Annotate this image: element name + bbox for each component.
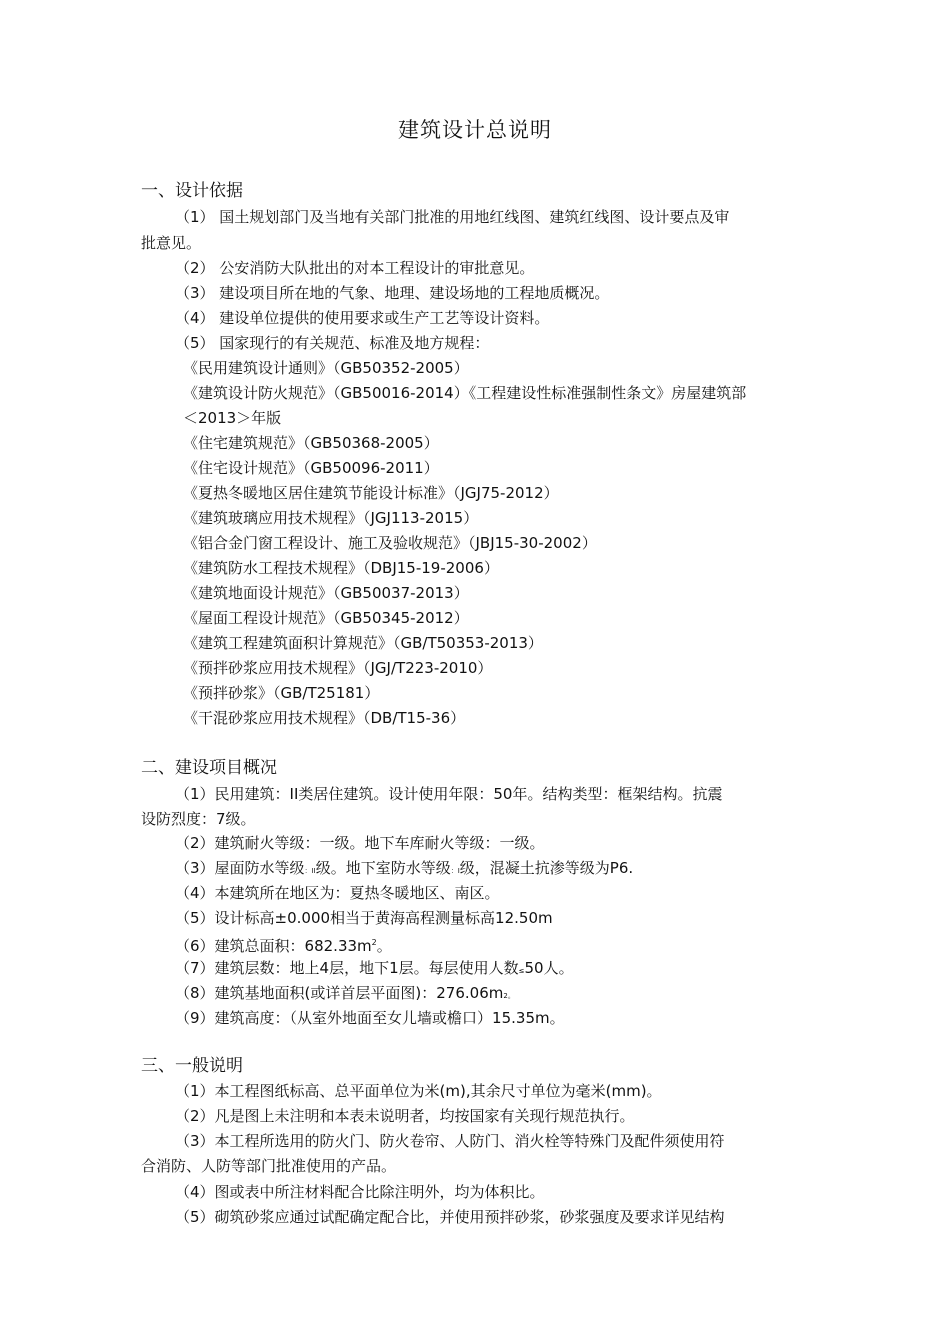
page-title: 建筑设计总说明 [398, 118, 552, 142]
standard-item: 《预拌砂浆》（GB/T25181） [183, 684, 380, 702]
overview-item-6-text: （6）建筑总面积：682.33m [175, 937, 372, 955]
standard-item: 《建筑工程建筑面积计算规范》（GB/T50353-2013） [183, 634, 543, 652]
overview-item-6-superscript: 2 [371, 938, 377, 947]
standard-item: 《建筑地面设计规范》（GB50037-2013） [183, 584, 469, 602]
basis-item-4: （4） 建设单位提供的使用要求或生产工艺等设计资料。 [175, 309, 550, 327]
overview-item-6-end: 。 [376, 937, 392, 955]
overview-item-2: （2）建筑耐火等级：一级。地下车库耐火等级：一级。 [175, 834, 545, 852]
overview-item-8-small: 2。 [503, 992, 515, 1000]
standard-item: 《住宅设计规范》（GB50096-2011） [183, 459, 439, 477]
overview-item-6 [175, 933, 392, 956]
standard-item: 《建筑设计防火规范》（GB50016-2014）《工程建设性标准强制性条文》房屋建筑部 [183, 384, 747, 402]
overview-item-7-end: 50人。 [524, 959, 574, 977]
standard-item: 《住宅建筑规范》（GB50368-2005） [183, 434, 439, 452]
overview-item-7-text: （7）建筑层数：地上4层，地下1层。每层使用人数 [175, 959, 519, 977]
overview-item-3-small-a: ：II [304, 867, 316, 875]
overview-item-7-symbol: ≤ [518, 967, 525, 975]
overview-item-1: （1）民用建筑：II类居住建筑。设计使用年限：50年。结构类型：框架结构。抗震 [175, 785, 723, 803]
standard-item: 《预拌砂浆应用技术规程》（JGJ/T223-2010） [183, 659, 493, 677]
overview-item-3 [175, 858, 633, 881]
standard-item: 《干混砂浆应用技术规程》（DB/T15-36） [183, 709, 466, 727]
note-item-3: （3）本工程所选用的防火门、防火卷帘、人防门、消火栓等特殊门及配件须使用符 [175, 1132, 725, 1150]
section-heading-design-basis: 一、设计依据 [141, 181, 243, 201]
note-item-1: （1）本工程图纸标高、总平面单位为米(m),其余尺寸单位为毫米(mm)。 [175, 1082, 662, 1100]
overview-item-3-small-b: ：I [450, 867, 460, 875]
basis-item-3: （3） 建设项目所在地的气象、地理、建设场地的工程地质概况。 [175, 284, 610, 302]
overview-item-3-text-a: （3）屋面防水等级 [175, 859, 305, 877]
overview-item-8 [175, 983, 515, 1006]
overview-item-5: （5）设计标高±0.000相当于黄海高程测量标高12.50m [175, 909, 553, 927]
overview-item-3-text-c: 级，混凝土抗渗等级为P6. [459, 859, 634, 877]
standard-item: 《建筑玻璃应用技术规程》（JGJ113-2015） [183, 509, 479, 527]
section-heading-project-overview: 二、建设项目概况 [141, 758, 277, 778]
overview-item-4: （4）本建筑所在地区为：夏热冬暖地区、南区。 [175, 884, 500, 902]
standard-item: 《建筑防水工程技术规程》（DBJ15-19-2006） [183, 559, 499, 577]
basis-item-2: （2） 公安消防大队批出的对本工程设计的审批意见。 [175, 259, 535, 277]
standard-item-cont: ＜2013＞年版 [183, 409, 282, 427]
basis-item-1: （1） 国土规划部门及当地有关部门批准的用地红线图、建筑红线图、设计要点及审 [175, 208, 730, 226]
standard-item: 《民用建筑设计通则》（GB50352-2005） [183, 359, 469, 377]
overview-item-9: （9）建筑高度：（从室外地面至女儿墙或檐口）15.35m。 [175, 1009, 565, 1027]
overview-item-7 [175, 958, 574, 981]
standard-item: 《屋面工程设计规范》（GB50345-2012） [183, 609, 469, 627]
standard-item: 《铝合金门窗工程设计、施工及验收规范》（JBJ15-30-2002） [183, 534, 597, 552]
note-item-2: （2）凡是图上未注明和本表未说明者，均按国家有关现行规范执行。 [175, 1107, 635, 1125]
overview-item-8-text: （8）建筑基地面积(或详首层平面图)：276.06m [175, 984, 504, 1002]
note-item-3-cont: 合消防、人防等部门批准使用的产品。 [141, 1157, 397, 1175]
overview-item-3-text-b: 级。地下室防水等级 [315, 859, 451, 877]
overview-item-1-cont: 设防烈度：7级。 [141, 810, 256, 828]
basis-item-5: （5） 国家现行的有关规范、标准及地方规程： [175, 334, 490, 352]
note-item-5: （5）砌筑砂浆应通过试配确定配合比，并使用预拌砂浆，砂浆强度及要求详见结构 [175, 1208, 725, 1226]
basis-item-1-cont: 批意见。 [141, 234, 202, 252]
standard-item: 《夏热冬暖地区居住建筑节能设计标准》（JGJ75-2012） [183, 484, 559, 502]
section-heading-general-notes: 三、一般说明 [141, 1056, 243, 1076]
note-item-4: （4）图或表中所注材料配合比除注明外，均为体积比。 [175, 1183, 545, 1201]
